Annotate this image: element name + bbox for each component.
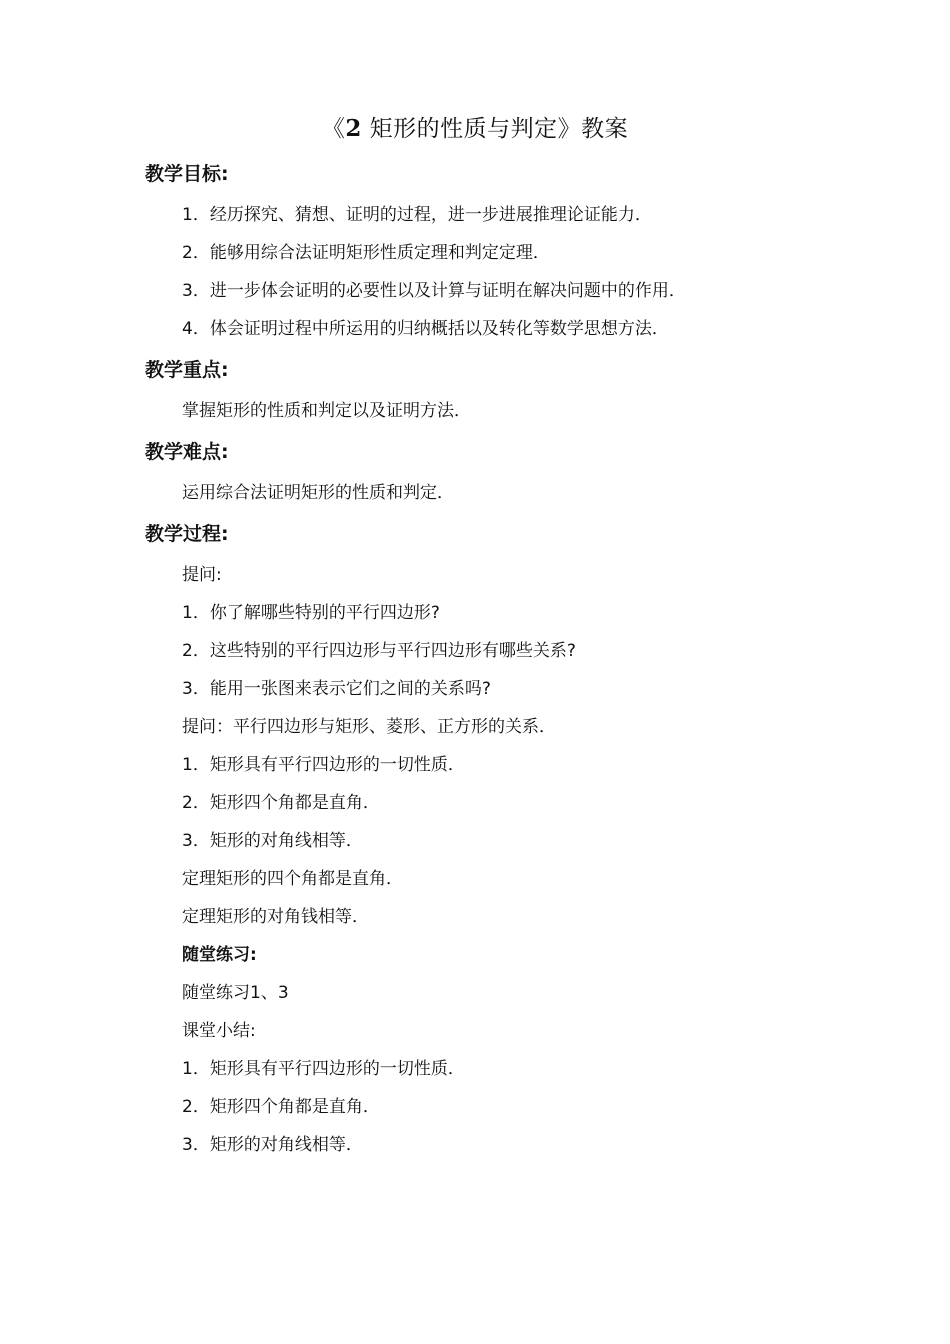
objective-item: 4．体会证明过程中所运用的归纳概括以及转化等数学思想方法． bbox=[182, 319, 669, 339]
process-item: 提问: bbox=[182, 565, 222, 585]
key-point-item: 掌握矩形的性质和判定以及证明方法． bbox=[182, 401, 471, 421]
process-item: 2．这些特别的平行四边形与平行四边形有哪些关系? bbox=[182, 641, 576, 661]
summary-label: 课堂小结: bbox=[182, 1021, 256, 1041]
document-title bbox=[0, 112, 950, 146]
process-heading: 教学过程: bbox=[145, 523, 229, 545]
process-item: 3．矩形的对角线相等． bbox=[182, 831, 363, 851]
objective-item: 2．能够用综合法证明矩形性质定理和判定定理． bbox=[182, 243, 550, 263]
process-item: 3．能用一张图来表示它们之间的关系吗? bbox=[182, 679, 491, 699]
title-prefix: 《 bbox=[321, 116, 346, 142]
process-item: 提问：平行四边形与矩形、菱形、正方形的关系． bbox=[182, 717, 556, 737]
title-number: 2 bbox=[345, 115, 362, 142]
process-item: 1．你了解哪些特别的平行四边形? bbox=[182, 603, 440, 623]
objectives-heading: 教学目标: bbox=[145, 163, 229, 185]
summary-item: 2．矩形四个角都是直角． bbox=[182, 1097, 380, 1117]
process-item: 2．矩形四个角都是直角． bbox=[182, 793, 380, 813]
process-item: 1．矩形具有平行四边形的一切性质． bbox=[182, 755, 465, 775]
process-item: 定理矩形的对角钱相等． bbox=[182, 907, 369, 927]
process-item: 定理矩形的四个角都是直角． bbox=[182, 869, 403, 889]
summary-item: 1．矩形具有平行四边形的一切性质． bbox=[182, 1059, 465, 1079]
title-text: 矩形的性质与判定》教案 bbox=[361, 116, 629, 142]
difficulties-heading: 教学难点: bbox=[145, 441, 229, 463]
practice-item: 随堂练习1、3 bbox=[182, 983, 289, 1003]
objective-item: 3．进一步体会证明的必要性以及计算与证明在解决问题中的作用． bbox=[182, 281, 686, 301]
summary-item: 3．矩形的对角线相等． bbox=[182, 1135, 363, 1155]
key-points-heading: 教学重点: bbox=[145, 359, 229, 381]
objective-item: 1．经历探究、猜想、证明的过程，进一步进展推理论证能力． bbox=[182, 205, 652, 225]
practice-heading: 随堂练习: bbox=[182, 945, 257, 965]
difficulty-item: 运用综合法证明矩形的性质和判定． bbox=[182, 483, 454, 503]
